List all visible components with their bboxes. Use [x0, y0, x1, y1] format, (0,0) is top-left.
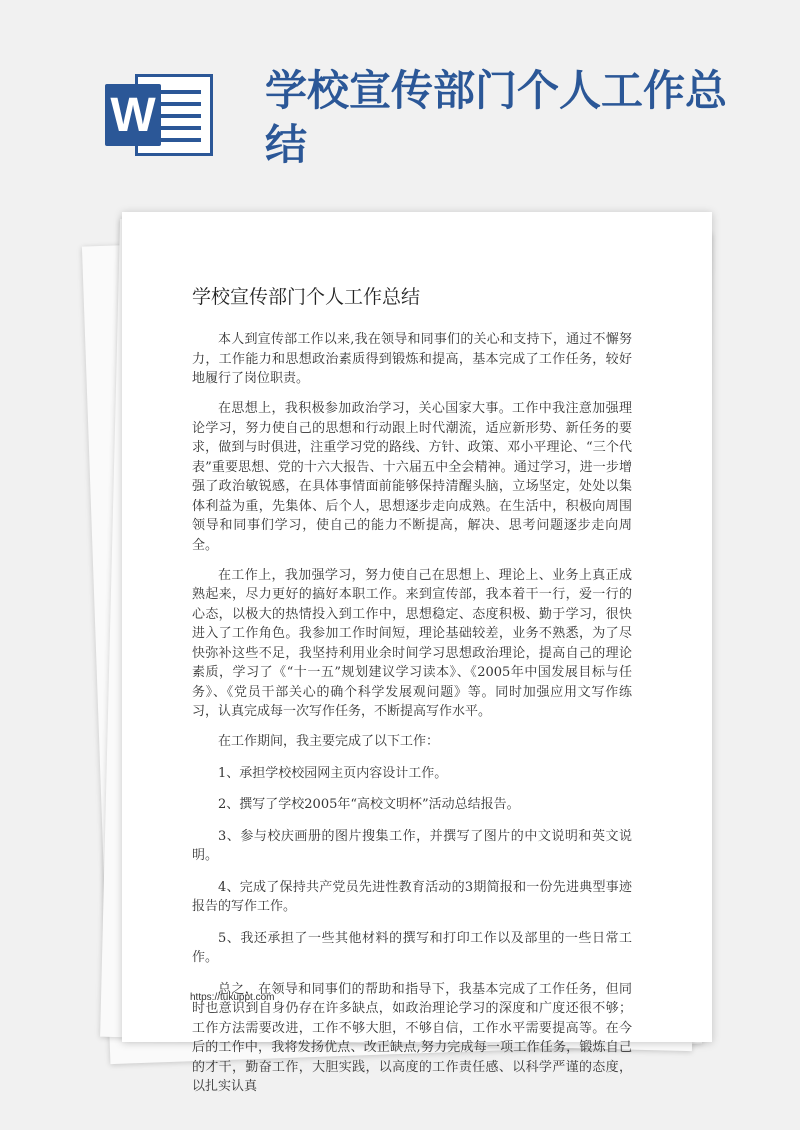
word-letter-badge: W	[105, 84, 161, 146]
list-item: 3、参与校庆画册的图片搜集工作，并撰写了图片的中文说明和英文说明。	[192, 828, 632, 863]
page-title: 学校宣传部门个人工作总结	[265, 66, 728, 169]
list-item: 4、完成了保持共产党员先进性教育活动的3期简报和一份先进典型事迹报告的写作工作。	[192, 879, 632, 914]
body-paragraph: 在思想上，我积极参加政治学习，关心国家大事。工作中我注意加强理论学习，努力使自己的思想和行动跟上时代潮流，适应新形势、新任务的要求，做到与时俱进，注重学习党的路线、方针、政策、邓小平理论、“三个代表”重要思想、党的十六大报告、十六届五中全会精神。通过学习，进一步增强了政治敏锐感，在具体事情面前能够保持清醒头脑，立场坚定，处处以集体利益为重，先集体、后个人，思想逐步走向成熟。在生活中，积极向周围领导和同事们学习，使自己的能力不断提高，解决、思考问题逐步走向周全。	[192, 401, 632, 553]
document-body	[192, 330, 632, 1107]
source-url: https://tukuppt.com	[190, 992, 275, 1003]
list-item: 2、撰写了学校2005年“高校文明杯”活动总结报告。	[218, 797, 520, 812]
list-item: 5、我还承担了一些其他材料的撰写和打印工作以及部里的一些日常工作。	[192, 930, 632, 965]
document-page	[122, 212, 712, 1094]
list-item: 1、承担学校校园网主页内容设计工作。	[218, 765, 448, 781]
body-paragraph: 本人到宣传部工作以来,我在领导和同事们的关心和支持下，通过不懈努力，工作能力和思想政治素质得到锻炼和提高，基本完成了工作任务，较好地履行了岗位职责。	[192, 332, 632, 386]
document-title: 学校宣传部门个人工作总结	[192, 286, 421, 308]
body-paragraph: 在工作期间，我主要完成了以下工作：	[218, 734, 440, 749]
body-paragraph: 总之，在领导和同事们的帮助和指导下，我基本完成了工作任务，但同时也意识到自身仍存在许多缺点，如政治理论学习的深度和广度还很不够；工作方法需要改进，工作不够大胆，不够自信，工作水平需要提高等。在今后的工作中，我将发扬优点、改正缺点,努力完成每一项工作任务，锻炼自己的才干，勤奋工作，大胆实践，以高度的工作责任感、以科学严谨的态度，以扎实认真	[192, 981, 632, 1094]
word-document-icon	[105, 70, 215, 160]
body-paragraph: 在工作上，我加强学习，努力使自己在思想上、理论上、业务上真正成熟起来，尽力更好的搞好本职工作。来到宣传部，我本着干一行，爱一行的心态，以极大的热情投入到工作中，思想稳定、态度积极、勤于学习，很快进入了工作角色。我参加工作时间短，理论基础较差，业务不熟悉，为了尽快弥补这些不足，我坚持利用业余时间学习思想政治理论，提高自己的理论素质，学习了《“十一五”规划建议学习读本》、《2005年中国发展目标与任务》、《党员干部关心的确个科学发展观问题》等。同时加强应用文写作练习，认真完成每一次写作任务，不断提高写作水平。	[192, 567, 632, 719]
